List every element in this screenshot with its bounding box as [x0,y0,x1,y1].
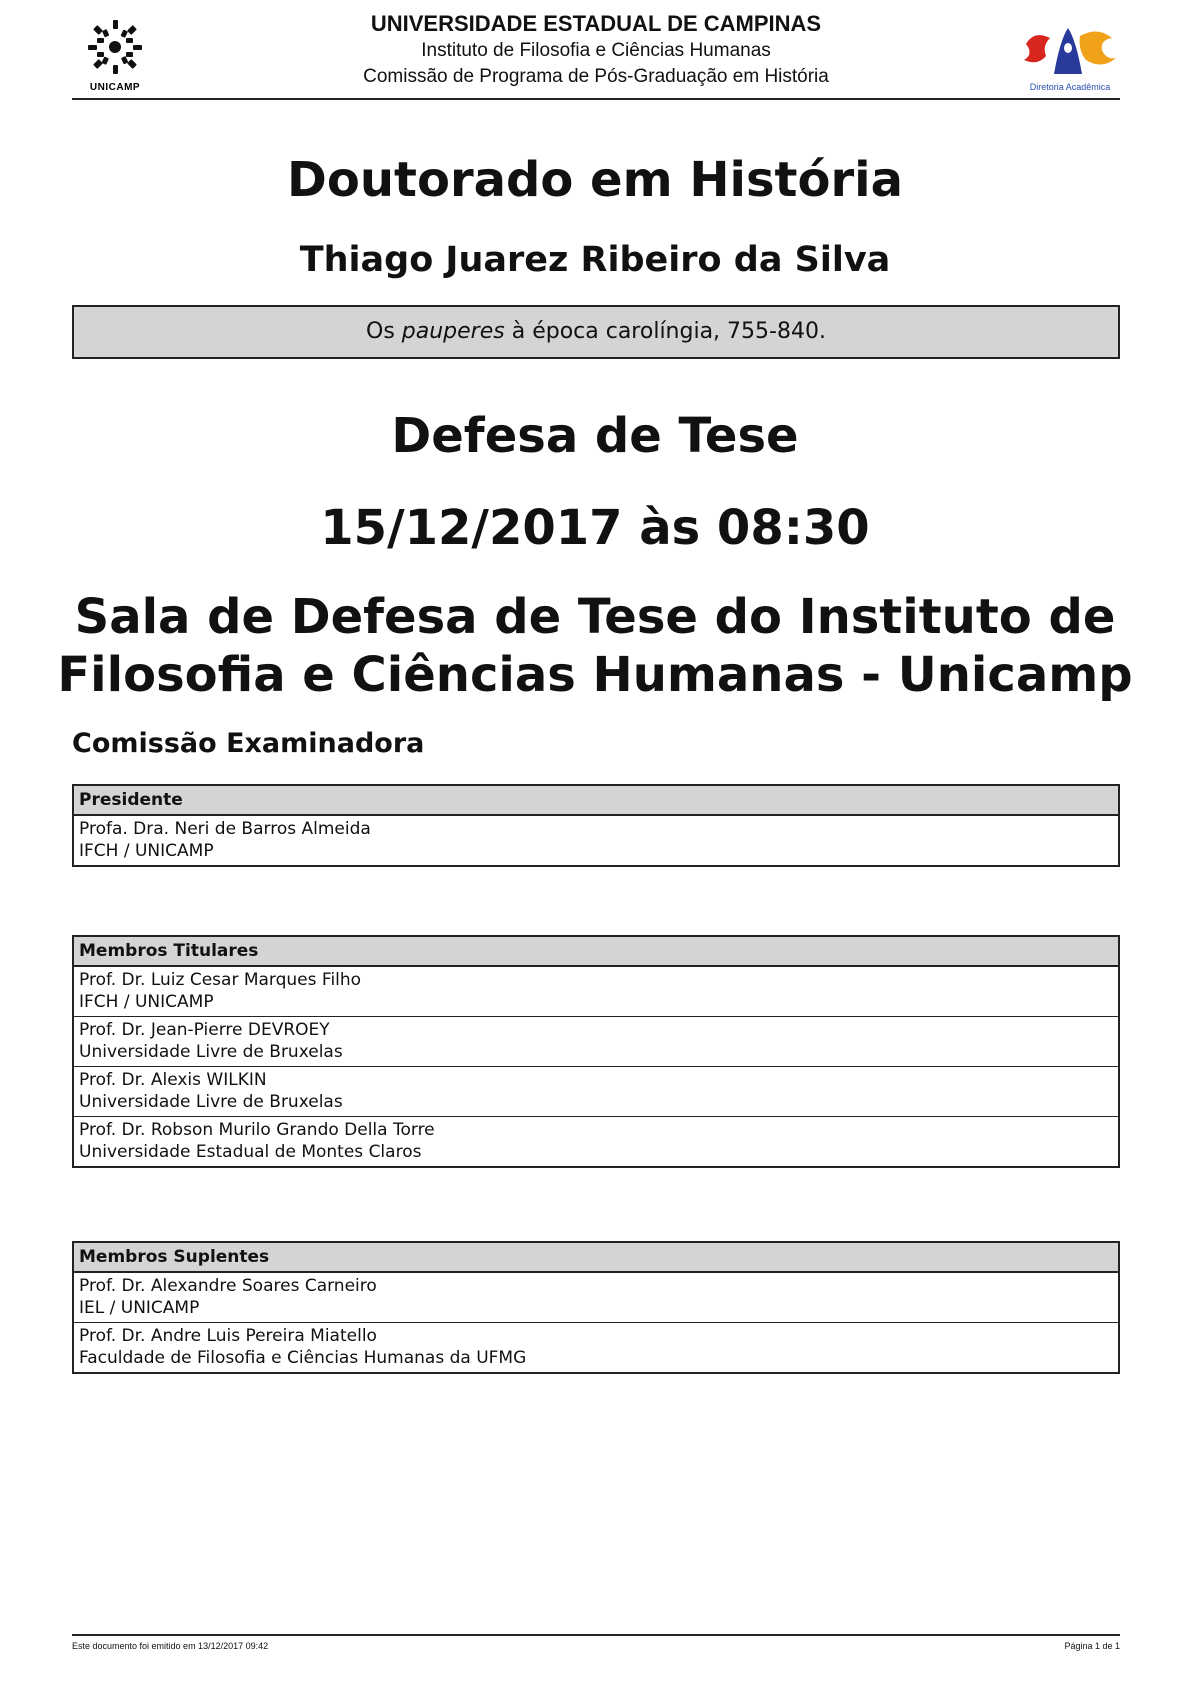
svg-text:Diretoria Acadêmica: Diretoria Acadêmica [1029,82,1111,92]
table-header: Membros Titulares [74,937,1118,966]
table-row [74,1116,1118,1166]
thesis-title-box [72,305,1120,359]
table-row [74,966,1118,1016]
table-header: Membros Suplentes [74,1243,1118,1272]
institute-name: Instituto de Filosofia e Ciências Humanas [421,40,771,61]
event-location [0,588,1190,704]
table-row [74,1322,1118,1372]
document-footer [72,1634,1120,1651]
table-row [74,1272,1118,1322]
university-name: UNIVERSIDADE ESTADUAL DE CAMPINAS [370,11,822,36]
member-affiliation: Universidade Livre de Bruxelas [79,1092,343,1112]
president-table [72,784,1120,867]
thesis-title-italic: pauperes [401,319,505,344]
header-text-block [182,10,1010,90]
event-title: Defesa de Tese [391,408,799,464]
member-affiliation: IFCH / UNICAMP [79,992,214,1012]
diretoria-academica-logo [1020,20,1120,95]
program-title: Doutorado em História [287,152,903,208]
candidate-name: Thiago Juarez Ribeiro da Silva [299,240,891,280]
svg-text:UNICAMP: UNICAMP [89,82,141,93]
member-name: Prof. Dr. Alexandre Soares Carneiro [79,1276,377,1296]
commission-name: Comissão de Programa de Pós-Graduação em História [363,66,829,87]
thesis-title-suffix: à época carolíngia, 755-840. [504,319,826,344]
table-row [74,815,1118,865]
table-row [74,1016,1118,1066]
document-header [72,8,1120,100]
event-location-line-1: Sala de Defesa de Tese do Instituto de [74,589,1116,645]
member-affiliation: IEL / UNICAMP [79,1298,200,1318]
unicamp-logo [80,14,150,94]
issued-timestamp: Este documento foi emitido em 13/12/2017 09:42 [72,1641,269,1651]
member-affiliation: Universidade Livre de Bruxelas [79,1042,343,1062]
event-datetime: 15/12/2017 às 08:30 [320,500,870,556]
thesis-title-prefix: Os [366,319,402,344]
member-affiliation: Universidade Estadual de Montes Claros [79,1142,422,1162]
table-row [74,1066,1118,1116]
substitute-members-table [72,1241,1120,1374]
event-location-line-2: Filosofia e Ciências Humanas - Unicamp [57,647,1133,703]
full-members-table [72,935,1120,1168]
page-number: Página 1 de 1 [1064,1641,1120,1651]
table-header: Presidente [74,786,1118,815]
member-name: Prof. Dr. Alexis WILKIN [79,1070,267,1090]
member-name: Prof. Dr. Robson Murilo Grando Della Torre [79,1120,435,1140]
member-name: Prof. Dr. Luiz Cesar Marques Filho [79,970,362,990]
member-affiliation: IFCH / UNICAMP [79,841,214,861]
committee-heading: Comissão Examinadora [72,728,425,759]
member-name: Profa. Dra. Neri de Barros Almeida [79,819,371,839]
member-affiliation: Faculdade de Filosofia e Ciências Humanas da UFMG [79,1348,527,1368]
member-name: Prof. Dr. Andre Luis Pereira Miatello [79,1326,377,1346]
member-name: Prof. Dr. Jean-Pierre DEVROEY [79,1020,330,1040]
